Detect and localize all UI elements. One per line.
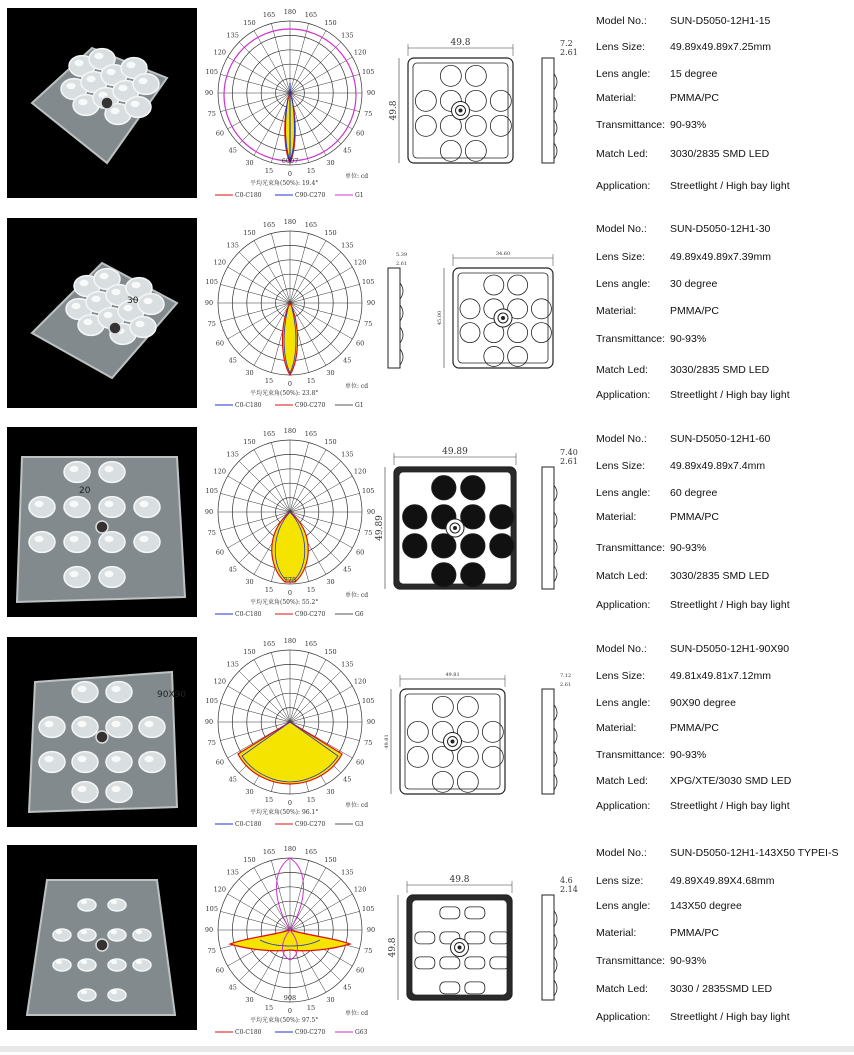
polar-legend-entry: C90-C270 xyxy=(295,1029,326,1036)
polar-tick-label: 0 xyxy=(287,589,293,597)
polar-tick-label: 75 xyxy=(364,528,373,537)
height-dimension: 49.8 xyxy=(388,937,398,958)
polar-legend-entry: C90-C270 xyxy=(295,192,326,199)
polar-tick-label: 45 xyxy=(228,983,237,992)
width-dimension: 49.8 xyxy=(450,38,471,48)
polar-tick-label: 15 xyxy=(306,796,316,805)
lens-mark: 90X90 xyxy=(157,690,187,700)
polar-tick-label: 180 xyxy=(283,8,297,16)
polar-tick-label: 75 xyxy=(207,738,216,747)
spec-label: Material: xyxy=(596,722,637,734)
spec-label: Match Led: xyxy=(596,148,648,160)
polar-tick-label: 15 xyxy=(264,796,274,805)
spec-label: Match Led: xyxy=(596,983,648,995)
spec-value: 49.89x49.89x7.4mm xyxy=(670,460,766,472)
polar-tick-label: 105 xyxy=(362,68,375,77)
technical-drawing xyxy=(380,647,590,827)
lens-mark: 30 xyxy=(127,296,139,306)
polar-tick-label: 90 xyxy=(204,299,214,307)
polar-tick-label: 60 xyxy=(215,339,224,348)
polar-tick-label: 75 xyxy=(207,946,216,955)
polar-tick-label: 120 xyxy=(213,258,227,267)
spec-value: 49.89X49.89X4.68mm xyxy=(670,875,775,887)
spec-lens-size xyxy=(596,41,771,53)
spec-material xyxy=(596,927,719,939)
spec-label: Model No.: xyxy=(596,433,647,445)
polar-tick-label: 45 xyxy=(343,983,352,992)
spec-label: Application: xyxy=(596,800,651,812)
polar-tick-label: 15 xyxy=(264,586,274,595)
polar-tick-label: 120 xyxy=(213,885,227,894)
polar-tick-label: 30 xyxy=(326,788,335,797)
technical-drawing xyxy=(380,855,590,1035)
spec-value: SUN-D5050-12H1-30 xyxy=(670,223,771,235)
polar-legend-entry: C90-C270 xyxy=(295,611,326,618)
spec-transmittance xyxy=(596,542,706,554)
product-row-5 xyxy=(0,845,854,1045)
spec-label: Lens angle: xyxy=(596,697,651,709)
spec-value: Streetlight / High bay light xyxy=(670,800,790,812)
spec-lens-angle xyxy=(596,697,736,709)
polar-tick-label: 0 xyxy=(287,380,293,388)
polar-tick-label: 75 xyxy=(364,738,373,747)
polar-peak-label: 908 xyxy=(283,994,297,1002)
polar-tick-label: 120 xyxy=(353,885,367,894)
polar-tick-label: 30 xyxy=(245,159,254,168)
polar-tick-label: 165 xyxy=(262,10,276,19)
polar-unit: 单位: cd xyxy=(345,173,369,180)
spec-label: Lens size: xyxy=(596,875,644,887)
beam-angle-caption: 平均光束角(50%): 55.2° xyxy=(250,599,319,606)
polar-tick-label: 180 xyxy=(283,427,297,435)
polar-tick-label: 90 xyxy=(366,299,376,307)
spec-label: Application: xyxy=(596,599,651,611)
polar-tick-label: 75 xyxy=(207,109,216,118)
lens-photo xyxy=(7,218,197,408)
polar-tick-label: 15 xyxy=(264,377,274,386)
flange-dimension: 2.14 xyxy=(560,885,578,894)
spec-label: Application: xyxy=(596,1011,651,1023)
polar-legend-entry: C90-C270 xyxy=(295,402,326,409)
polar-tick-label: 105 xyxy=(362,278,375,287)
spec-match-led xyxy=(596,148,769,160)
spec-application xyxy=(596,1011,790,1023)
spec-value: Streetlight / High bay light xyxy=(670,180,790,192)
lens-photo xyxy=(7,637,197,827)
polar-tick-label: 165 xyxy=(262,429,276,438)
spec-lens-angle xyxy=(596,68,717,80)
polar-tick-label: 120 xyxy=(213,48,227,57)
polar-tick-label: 45 xyxy=(228,565,237,574)
spec-value: Streetlight / High bay light xyxy=(670,389,790,401)
polar-tick-label: 105 xyxy=(205,697,218,706)
polar-tick-label: 60 xyxy=(215,129,224,138)
polar-tick-label: 60 xyxy=(215,758,224,767)
polar-tick-label: 105 xyxy=(205,68,218,77)
beam-angle-caption: 平均光束角(50%): 96.1° xyxy=(250,809,319,816)
spec-value: PMMA/PC xyxy=(670,511,720,523)
spec-label: Model No.: xyxy=(596,847,647,859)
spec-label: Material: xyxy=(596,305,637,317)
spec-transmittance xyxy=(596,749,706,761)
width-dimension: 49.8 xyxy=(449,875,470,885)
polar-tick-label: 150 xyxy=(324,18,337,27)
polar-tick-label: 105 xyxy=(205,278,218,287)
polar-tick-label: 135 xyxy=(341,660,354,669)
spec-lens-angle xyxy=(596,278,717,290)
height-dimension: 49.81 xyxy=(384,734,390,749)
polar-tick-label: 105 xyxy=(362,905,375,914)
polar-tick-label: 135 xyxy=(226,450,239,459)
thickness-dimension: 4.6 xyxy=(560,876,573,885)
polar-tick-label: 75 xyxy=(207,528,216,537)
thickness-dimension: 7.40 xyxy=(560,448,578,457)
polar-tick-label: 90 xyxy=(204,508,214,516)
polar-legend-entry: G6 xyxy=(355,611,364,618)
polar-tick-label: 135 xyxy=(341,450,354,459)
polar-light-distribution xyxy=(205,427,375,637)
spec-label: Transmittance: xyxy=(596,333,666,345)
polar-tick-label: 120 xyxy=(353,467,367,476)
height-dimension: 49.89 xyxy=(375,515,385,541)
polar-tick-label: 60 xyxy=(215,966,224,975)
thickness-dimension: 7.2 xyxy=(560,39,573,48)
lens-photo xyxy=(7,8,197,198)
polar-tick-label: 180 xyxy=(283,637,297,645)
spec-value: 49.89x49.89x7.25mm xyxy=(670,41,771,53)
polar-tick-label: 135 xyxy=(226,660,239,669)
polar-tick-label: 165 xyxy=(262,639,276,648)
polar-tick-label: 165 xyxy=(262,847,276,856)
polar-tick-label: 0 xyxy=(287,799,293,807)
polar-tick-label: 120 xyxy=(213,677,227,686)
spec-value: SUN-D5050-12H1-15 xyxy=(670,15,771,27)
spec-label: Lens angle: xyxy=(596,68,651,80)
polar-legend-entry: G1 xyxy=(355,402,364,409)
spec-label: Model No.: xyxy=(596,223,647,235)
polar-tick-label: 45 xyxy=(228,775,237,784)
spec-value: 90-93% xyxy=(670,542,707,554)
polar-peak-label: 775 xyxy=(283,576,297,584)
spec-value: 143X50 degree xyxy=(670,900,742,912)
spec-value: SUN-D5050-12H1-90X90 xyxy=(670,643,790,655)
polar-tick-label: 15 xyxy=(264,167,274,176)
spec-match-led xyxy=(596,570,769,582)
polar-tick-label: 120 xyxy=(353,677,367,686)
spec-application xyxy=(596,800,790,812)
spec-value: SUN-D5050-12H1-143X50 TYPEI-S xyxy=(670,847,839,859)
polar-tick-label: 30 xyxy=(245,788,254,797)
width-dimension: 49.89 xyxy=(442,447,468,457)
polar-tick-label: 180 xyxy=(283,218,297,226)
bottom-bar xyxy=(0,1046,854,1052)
polar-tick-label: 165 xyxy=(304,847,318,856)
technical-drawing xyxy=(380,228,590,408)
flange-dimension: 2.61 xyxy=(560,48,578,57)
spec-value: PMMA/PC xyxy=(670,927,720,939)
spec-application xyxy=(596,599,790,611)
spec-lens-size xyxy=(596,670,771,682)
polar-tick-label: 30 xyxy=(326,369,335,378)
spec-application xyxy=(596,389,790,401)
polar-tick-label: 30 xyxy=(245,369,254,378)
spec-value: PMMA/PC xyxy=(670,722,720,734)
polar-tick-label: 90 xyxy=(366,89,376,97)
beam-angle-caption: 平均光束角(50%): 97.5° xyxy=(250,1017,319,1024)
thickness-dimension: 5.39 xyxy=(396,252,408,258)
spec-label: Model No.: xyxy=(596,15,647,27)
width-dimension: 34.60 xyxy=(495,251,511,257)
spec-value: 90-93% xyxy=(670,119,707,131)
polar-tick-label: 135 xyxy=(341,241,354,250)
spec-value: 49.89x49.89x7.39mm xyxy=(670,251,771,263)
spec-value: 3030/2835 SMD LED xyxy=(670,570,770,582)
height-dimension: 49.8 xyxy=(389,100,399,121)
spec-label: Lens angle: xyxy=(596,900,651,912)
polar-tick-label: 135 xyxy=(226,868,239,877)
polar-tick-label: 60 xyxy=(356,339,365,348)
polar-tick-label: 180 xyxy=(283,845,297,853)
polar-light-distribution xyxy=(205,845,375,1055)
polar-tick-label: 165 xyxy=(304,639,318,648)
polar-tick-label: 135 xyxy=(341,868,354,877)
spec-value: 90-93% xyxy=(670,749,707,761)
polar-tick-label: 30 xyxy=(245,578,254,587)
spec-label: Transmittance: xyxy=(596,542,666,554)
polar-tick-label: 150 xyxy=(324,855,337,864)
spec-transmittance xyxy=(596,333,706,345)
spec-lens-angle xyxy=(596,900,742,912)
polar-legend-entry: C0-C180 xyxy=(235,402,262,409)
polar-tick-label: 120 xyxy=(213,467,227,476)
polar-tick-label: 0 xyxy=(287,1007,293,1015)
spec-model-no xyxy=(596,847,838,859)
polar-tick-label: 75 xyxy=(364,109,373,118)
spec-match-led xyxy=(596,364,769,376)
polar-unit: 单位: cd xyxy=(345,1010,369,1017)
polar-tick-label: 15 xyxy=(264,1004,274,1013)
flange-dimension: 2.61 xyxy=(560,682,572,688)
polar-tick-label: 60 xyxy=(356,966,365,975)
beam-angle-caption: 平均光束角(50%): 23.8° xyxy=(250,390,319,397)
spec-label: Match Led: xyxy=(596,570,648,582)
polar-legend-entry: C0-C180 xyxy=(235,611,262,618)
product-row-2 xyxy=(0,218,854,418)
lens-mark: 20 xyxy=(79,486,91,496)
spec-material xyxy=(596,722,719,734)
product-row-3 xyxy=(0,427,854,627)
thickness-dimension: 7.12 xyxy=(560,673,572,679)
polar-tick-label: 165 xyxy=(304,220,318,229)
polar-tick-label: 150 xyxy=(324,437,337,446)
polar-tick-label: 15 xyxy=(306,167,316,176)
flange-dimension: 2.61 xyxy=(396,261,408,267)
spec-label: Transmittance: xyxy=(596,749,666,761)
polar-tick-label: 45 xyxy=(228,356,237,365)
spec-value: 90-93% xyxy=(670,955,707,967)
spec-value: Streetlight / High bay light xyxy=(670,1011,790,1023)
polar-tick-label: 75 xyxy=(364,946,373,955)
polar-tick-label: 45 xyxy=(343,146,352,155)
height-dimension: 45.00 xyxy=(437,310,443,326)
spec-match-led xyxy=(596,775,791,787)
spec-label: Material: xyxy=(596,511,637,523)
spec-model-no xyxy=(596,15,770,27)
polar-tick-label: 105 xyxy=(362,487,375,496)
spec-model-no xyxy=(596,433,770,445)
polar-tick-label: 15 xyxy=(306,1004,316,1013)
spec-label: Transmittance: xyxy=(596,955,666,967)
polar-tick-label: 60 xyxy=(356,129,365,138)
polar-tick-label: 30 xyxy=(245,996,254,1005)
product-row-1 xyxy=(0,8,854,208)
polar-tick-label: 60 xyxy=(356,758,365,767)
polar-tick-label: 105 xyxy=(205,905,218,914)
spec-label: Application: xyxy=(596,389,651,401)
spec-lens-size xyxy=(596,460,765,472)
spec-value: 60 degree xyxy=(670,487,718,499)
polar-tick-label: 15 xyxy=(306,586,316,595)
spec-value: 49.81x49.81x7.12mm xyxy=(670,670,771,682)
spec-transmittance xyxy=(596,119,706,131)
spec-value: 3030/2835 SMD LED xyxy=(670,364,770,376)
spec-label: Match Led: xyxy=(596,775,648,787)
polar-tick-label: 90 xyxy=(204,718,214,726)
spec-transmittance xyxy=(596,955,706,967)
polar-light-distribution xyxy=(205,218,375,428)
spec-label: Lens Size: xyxy=(596,41,646,53)
spec-label: Lens angle: xyxy=(596,487,651,499)
polar-tick-label: 90 xyxy=(204,89,214,97)
spec-material xyxy=(596,305,719,317)
spec-value: PMMA/PC xyxy=(670,305,720,317)
spec-model-no xyxy=(596,223,770,235)
spec-label: Transmittance: xyxy=(596,119,666,131)
polar-legend-entry: C0-C180 xyxy=(235,192,262,199)
polar-tick-label: 150 xyxy=(324,647,337,656)
spec-match-led xyxy=(596,983,772,995)
spec-value: PMMA/PC xyxy=(670,92,720,104)
spec-label: Application: xyxy=(596,180,651,192)
polar-tick-label: 150 xyxy=(243,437,256,446)
polar-tick-label: 30 xyxy=(326,578,335,587)
spec-value: 90X90 degree xyxy=(670,697,736,709)
polar-tick-label: 45 xyxy=(343,775,352,784)
lens-photo xyxy=(7,427,197,617)
spec-label: Lens Size: xyxy=(596,670,646,682)
technical-drawing xyxy=(380,18,590,198)
beam-angle-caption: 平均光束角(50%): 19.4° xyxy=(250,180,319,187)
polar-legend-entry: G1 xyxy=(355,192,364,199)
polar-tick-label: 75 xyxy=(364,319,373,328)
polar-tick-label: 30 xyxy=(326,996,335,1005)
spec-label: Lens Size: xyxy=(596,251,646,263)
spec-label: Material: xyxy=(596,92,637,104)
polar-legend-entry: C90-C270 xyxy=(295,821,326,828)
polar-unit: 单位: cd xyxy=(345,592,369,599)
polar-legend-entry: C0-C180 xyxy=(235,1029,262,1036)
polar-unit: 单位: cd xyxy=(345,383,369,390)
polar-tick-label: 150 xyxy=(243,855,256,864)
polar-unit: 单位: cd xyxy=(345,802,369,809)
polar-tick-label: 45 xyxy=(343,356,352,365)
spec-value: SUN-D5050-12H1-60 xyxy=(670,433,771,445)
spec-value: 30 degree xyxy=(670,278,718,290)
polar-peak-label: 6007 xyxy=(281,157,299,165)
polar-tick-label: 150 xyxy=(243,18,256,27)
spec-value: 3030/2835 SMD LED xyxy=(670,148,770,160)
spec-value: Streetlight / High bay light xyxy=(670,599,790,611)
spec-lens-size xyxy=(596,251,771,263)
polar-tick-label: 135 xyxy=(226,241,239,250)
polar-tick-label: 105 xyxy=(205,487,218,496)
polar-tick-label: 105 xyxy=(362,697,375,706)
polar-tick-label: 150 xyxy=(324,228,337,237)
polar-tick-label: 150 xyxy=(243,228,256,237)
spec-value: 15 degree xyxy=(670,68,718,80)
polar-tick-label: 60 xyxy=(215,548,224,557)
polar-tick-label: 15 xyxy=(306,377,316,386)
polar-tick-label: 135 xyxy=(226,31,239,40)
spec-lens-size xyxy=(596,875,775,887)
polar-legend-entry: G63 xyxy=(355,1029,368,1036)
polar-tick-label: 0 xyxy=(287,170,293,178)
polar-tick-label: 165 xyxy=(304,10,318,19)
width-dimension: 49.81 xyxy=(445,672,460,678)
spec-label: Material: xyxy=(596,927,637,939)
technical-drawing xyxy=(375,437,590,617)
polar-light-distribution xyxy=(205,637,375,847)
spec-label: Model No.: xyxy=(596,643,647,655)
spec-application xyxy=(596,180,790,192)
polar-tick-label: 90 xyxy=(366,718,376,726)
spec-value: 90-93% xyxy=(670,333,707,345)
polar-tick-label: 150 xyxy=(243,647,256,656)
spec-material xyxy=(596,92,719,104)
polar-tick-label: 45 xyxy=(343,565,352,574)
polar-tick-label: 60 xyxy=(356,548,365,557)
product-row-4 xyxy=(0,637,854,837)
polar-tick-label: 30 xyxy=(326,159,335,168)
polar-tick-label: 90 xyxy=(366,508,376,516)
lens-photo xyxy=(7,845,197,1030)
polar-light-distribution xyxy=(205,8,375,218)
flange-dimension: 2.61 xyxy=(560,457,578,466)
polar-legend-entry: G3 xyxy=(355,821,364,828)
polar-tick-label: 120 xyxy=(353,258,367,267)
spec-value: XPG/XTE/3030 SMD LED xyxy=(670,775,792,787)
polar-tick-label: 165 xyxy=(304,429,318,438)
polar-tick-label: 75 xyxy=(207,319,216,328)
polar-legend-entry: C0-C180 xyxy=(235,821,262,828)
polar-tick-label: 90 xyxy=(204,926,214,934)
polar-tick-label: 90 xyxy=(366,926,376,934)
spec-model-no xyxy=(596,643,789,655)
spec-label: Lens angle: xyxy=(596,278,651,290)
spec-value: 3030 / 2835SMD LED xyxy=(670,983,773,995)
polar-tick-label: 45 xyxy=(228,146,237,155)
polar-tick-label: 165 xyxy=(262,220,276,229)
spec-label: Match Led: xyxy=(596,364,648,376)
spec-material xyxy=(596,511,719,523)
spec-label: Lens Size: xyxy=(596,460,646,472)
polar-tick-label: 120 xyxy=(353,48,367,57)
polar-tick-label: 135 xyxy=(341,31,354,40)
spec-lens-angle xyxy=(596,487,717,499)
